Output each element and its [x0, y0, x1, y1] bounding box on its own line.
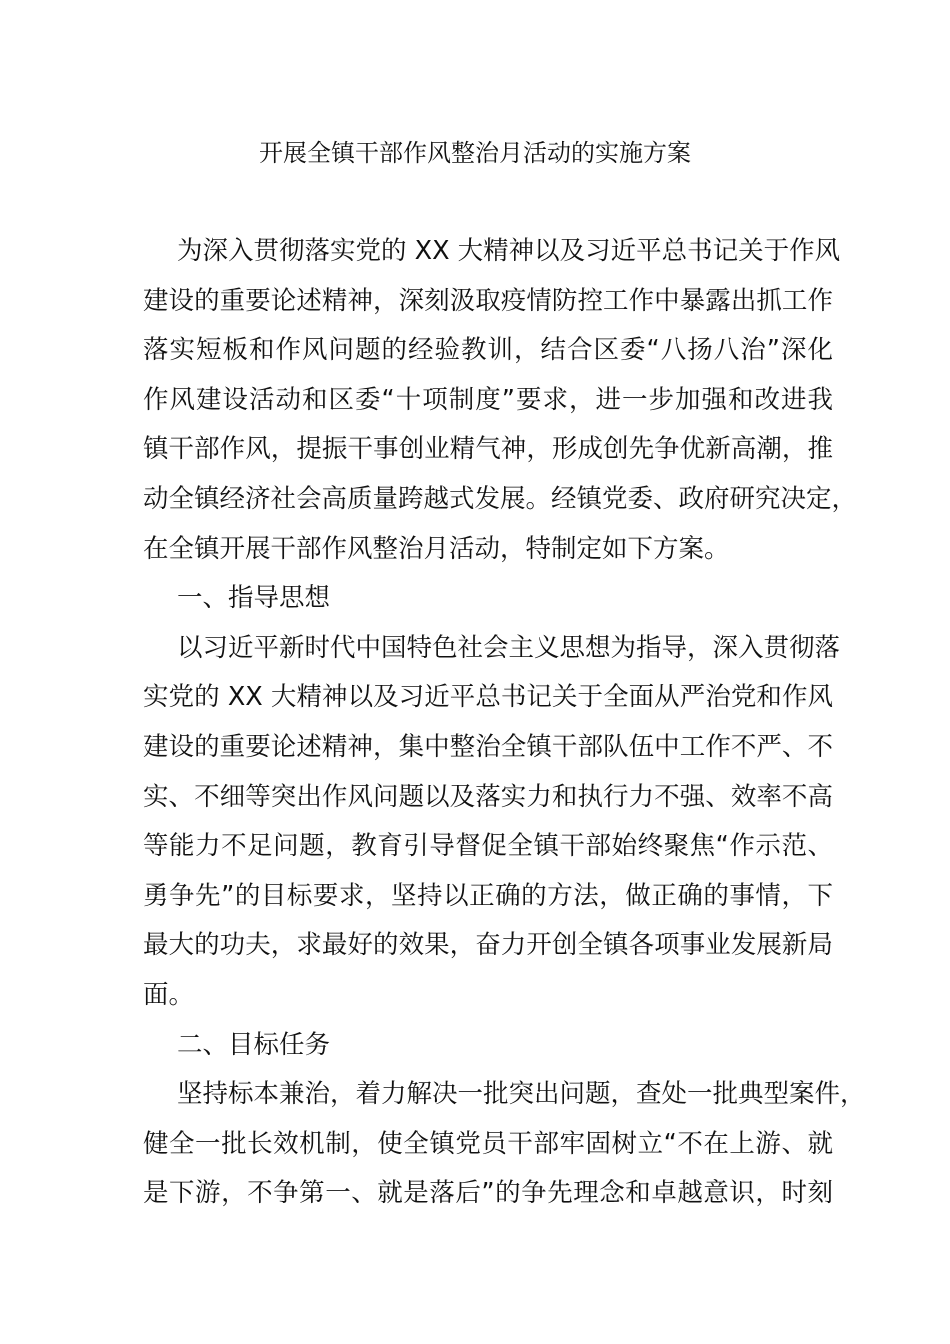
- document-title: 开展全镇干部作风整治月活动的实施方案: [259, 139, 691, 167]
- paragraph-line: 建设的重要论述精神，深刻汲取疫情防控工作中暴露出抓工作: [143, 285, 833, 316]
- section-heading: 一、指导思想: [177, 583, 331, 614]
- paragraph-line: 实、不细等突出作风问题以及落实力和执行力不强、效率不高: [143, 781, 833, 812]
- paragraph-line: 为深入贯彻落实党的 XX 大精神以及习近平总书记关于作风: [177, 236, 841, 266]
- paragraph-line: 面。: [143, 979, 195, 1010]
- paragraph-line: 建设的重要论述精神，集中整治全镇干部队伍中工作不严、不: [143, 731, 833, 762]
- paragraph-line: 健全一批长效机制，使全镇党员干部牢固树立“不在上游、就: [143, 1128, 833, 1159]
- paragraph-line: 等能力不足问题，教育引导督促全镇干部始终聚焦“作示范、: [143, 831, 833, 862]
- paragraph-line: 以习近平新时代中国特色社会主义思想为指导，深入贯彻落: [177, 632, 841, 663]
- paragraph-line: 是下游，不争第一、就是落后”的争先理念和卓越意识，时刻: [143, 1178, 833, 1209]
- paragraph-line: 勇争先”的目标要求，坚持以正确的方法，做正确的事情，下: [143, 880, 833, 911]
- paragraph-line: 最大的功夫，求最好的效果，奋力开创全镇各项事业发展新局: [143, 930, 833, 961]
- paragraph-line: 镇干部作风，提振干事创业精气神，形成创先争优新高潮，推: [143, 434, 833, 465]
- paragraph-line: 落实短板和作风问题的经验教训，结合区委“八扬八治”深化: [143, 335, 833, 366]
- paragraph-line: 在全镇开展干部作风整治月活动，特制定如下方案。: [143, 533, 730, 564]
- paragraph-line: 作风建设活动和区委“十项制度”要求，进一步加强和改进我: [143, 384, 833, 415]
- document-body: [143, 227, 866, 1219]
- paragraph-line: 实党的 XX 大精神以及习近平总书记关于全面从严治党和作风: [143, 682, 833, 713]
- paragraph-line: 动全镇经济社会高质量跨越式发展。经镇党委、政府研究决定，: [143, 483, 858, 514]
- paragraph-line: 坚持标本兼治，着力解决一批突出问题，查处一批典型案件，: [177, 1079, 866, 1110]
- section-heading: 二、目标任务: [177, 1029, 331, 1060]
